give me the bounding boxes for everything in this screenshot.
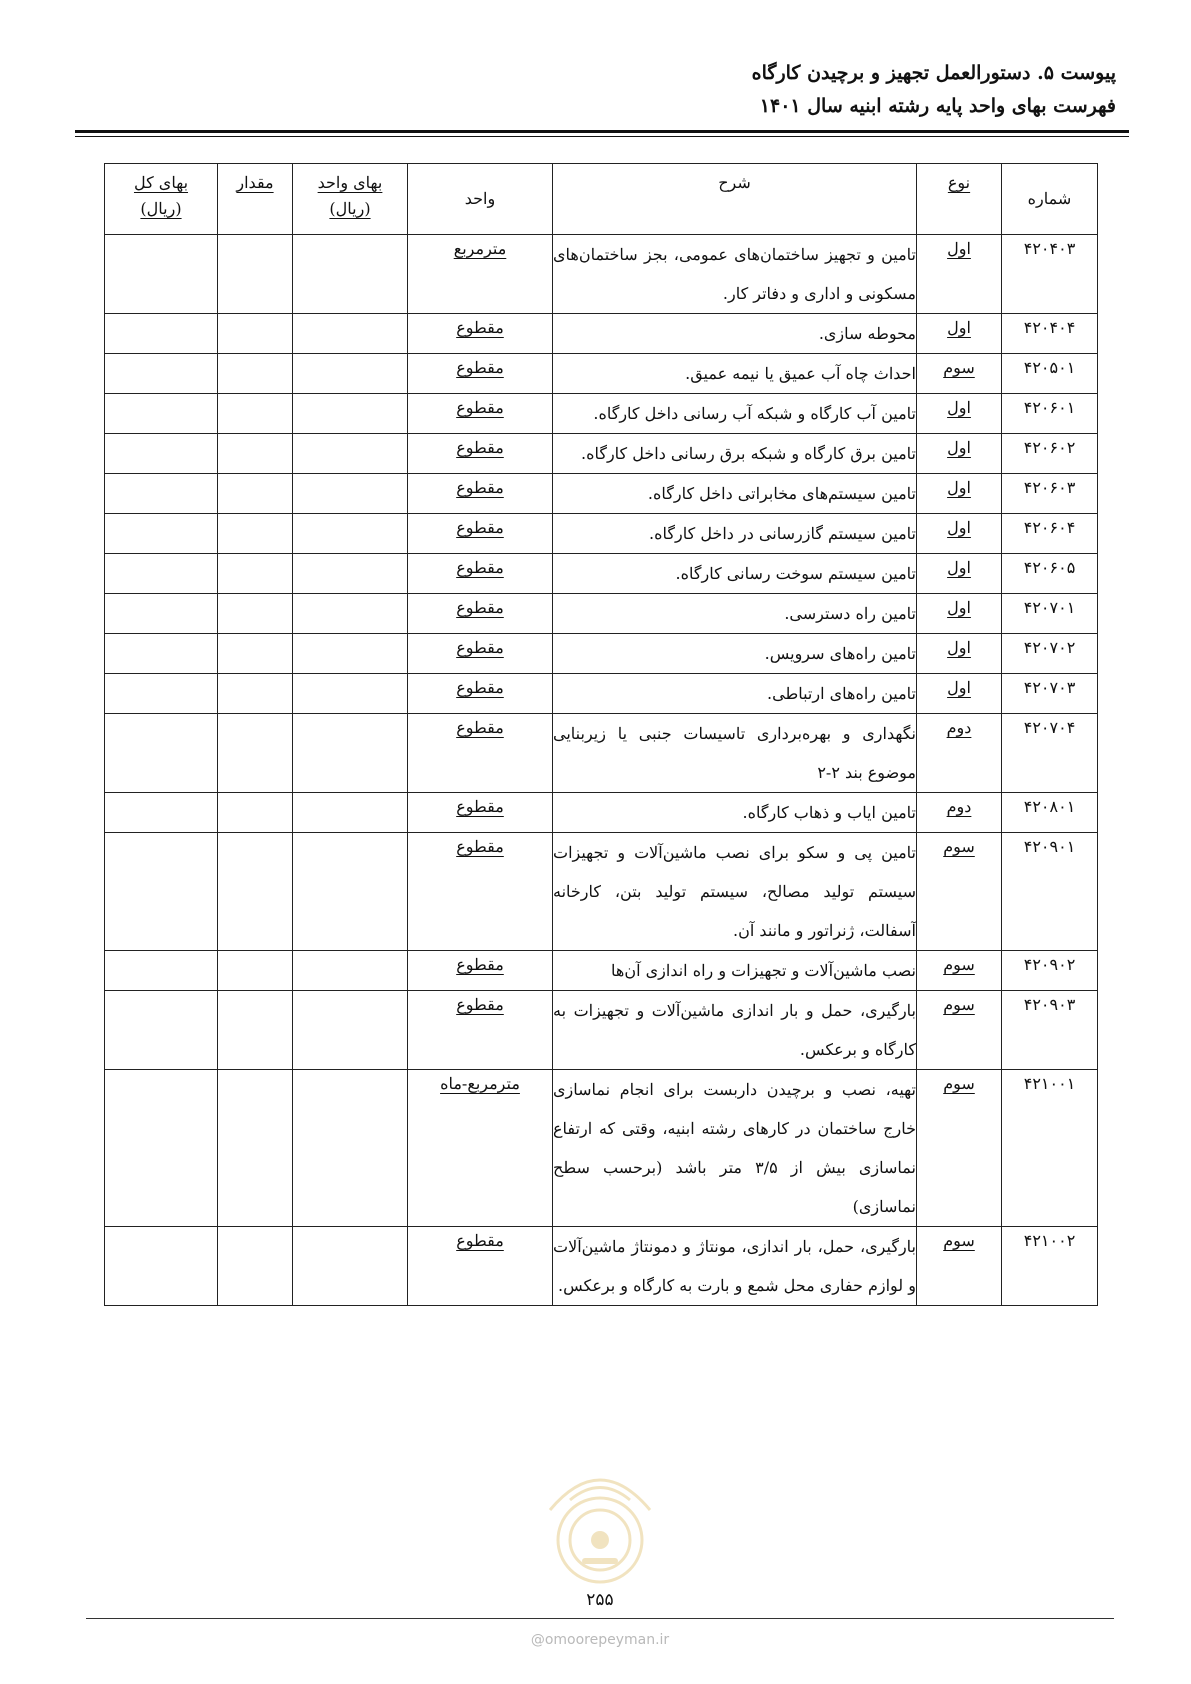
row-type: [917, 833, 1002, 951]
row-number-text: ۴۲۰۸۰۱: [1023, 797, 1076, 816]
row-quantity: [218, 991, 293, 1070]
row-type-text: اول: [947, 478, 971, 497]
row-unit-text: مقطوع: [456, 678, 504, 697]
row-unit-price: [293, 1070, 408, 1227]
row-description: [553, 514, 917, 554]
row-type: [917, 434, 1002, 474]
header-rule-thin: [75, 136, 1129, 137]
row-description-text: محوطه سازی.: [818, 324, 916, 343]
row-number: [1002, 594, 1098, 634]
table-row: [105, 434, 1098, 474]
row-unit-price: [293, 314, 408, 354]
row-unit-text: مقطوع: [456, 398, 504, 417]
col-header-type: نوع: [917, 164, 1002, 235]
row-unit-price: [293, 394, 408, 434]
row-description: [553, 1070, 917, 1227]
table-row: [105, 554, 1098, 594]
row-description-text: بارگیری، حمل و بار اندازی ماشین‌آلات و تجهیزات به کارگاه و برعکس.: [553, 1001, 916, 1059]
row-type-text: اول: [947, 598, 971, 617]
row-type: [917, 951, 1002, 991]
table-row: [105, 514, 1098, 554]
row-unit: [408, 314, 553, 354]
row-unit-text: مترمربع-ماه: [440, 1074, 520, 1093]
row-total-price: [105, 991, 218, 1070]
row-description: [553, 1227, 917, 1306]
row-type: [917, 394, 1002, 434]
row-description: [553, 674, 917, 714]
row-type-text: اول: [947, 518, 971, 537]
table-row: [105, 314, 1098, 354]
row-unit-price: [293, 1227, 408, 1306]
row-unit: [408, 594, 553, 634]
row-unit: [408, 474, 553, 514]
row-type-text: اول: [947, 438, 971, 457]
row-total-price: [105, 554, 218, 594]
row-type: [917, 554, 1002, 594]
table-row: [105, 394, 1098, 434]
row-total-price: [105, 793, 218, 833]
row-type: [917, 235, 1002, 314]
table-row: [105, 991, 1098, 1070]
row-quantity: [218, 714, 293, 793]
row-unit: [408, 674, 553, 714]
row-description-text: تامین برق کارگاه و شبکه برق رسانی داخل کارگاه.: [580, 444, 916, 463]
row-type-text: دوم: [946, 718, 972, 737]
table-row: [105, 354, 1098, 394]
row-total-price: [105, 634, 218, 674]
row-total-price: [105, 474, 218, 514]
row-description: [553, 474, 917, 514]
row-unit: [408, 634, 553, 674]
row-number-text: ۴۲۰۵۰۱: [1023, 358, 1076, 377]
row-type: [917, 793, 1002, 833]
row-quantity: [218, 951, 293, 991]
page-number: ۲۵۵: [586, 1590, 614, 1610]
row-unit-price: [293, 514, 408, 554]
watermark-logo-icon: [520, 1440, 680, 1600]
row-description-text: تامین و تجهیز ساختمان‌های عمومی، بجز ساختمان‌های مسکونی و اداری و دفاتر کار.: [553, 245, 916, 303]
row-number-text: ۴۲۰۶۰۵: [1023, 558, 1076, 577]
row-type: [917, 674, 1002, 714]
row-quantity: [218, 235, 293, 314]
row-number-text: ۴۲۰۶۰۴: [1023, 518, 1076, 537]
row-number-text: ۴۲۱۰۰۲: [1023, 1231, 1076, 1250]
row-type: [917, 594, 1002, 634]
row-description-text: تامین آب کارگاه و شبکه آب رسانی داخل کارگاه.: [593, 404, 916, 423]
row-total-price: [105, 514, 218, 554]
col-header-unit: واحد: [408, 164, 553, 235]
row-description-text: تامین سیستم گازرسانی در داخل کارگاه.: [649, 524, 916, 543]
header-pricelist-title: فهرست بهای واحد پایه رشته ابنیه سال ۱۴۰۱: [759, 95, 1116, 117]
row-number: [1002, 474, 1098, 514]
row-unit-price: [293, 434, 408, 474]
row-number: [1002, 354, 1098, 394]
row-total-price: [105, 833, 218, 951]
col-header-number: شماره: [1002, 164, 1098, 235]
row-unit-price: [293, 354, 408, 394]
row-quantity: [218, 354, 293, 394]
col-header-quantity: مقدار: [218, 164, 293, 235]
row-type-text: اول: [947, 398, 971, 417]
row-description-text: تامین راه دسترسی.: [784, 604, 916, 623]
row-description: [553, 714, 917, 793]
row-number-text: ۴۲۰۹۰۲: [1023, 955, 1076, 974]
row-description-text: تامین سیستم‌های مخابراتی داخل کارگاه.: [647, 484, 916, 503]
row-unit: [408, 434, 553, 474]
row-unit-text: مقطوع: [456, 558, 504, 577]
row-unit: [408, 394, 553, 434]
row-number: [1002, 1070, 1098, 1227]
row-description: [553, 793, 917, 833]
row-quantity: [218, 833, 293, 951]
row-type: [917, 714, 1002, 793]
row-description: [553, 434, 917, 474]
row-total-price: [105, 714, 218, 793]
row-unit-text: مترمربع: [453, 239, 507, 258]
row-type-text: سوم: [943, 1231, 975, 1250]
table-row: [105, 594, 1098, 634]
row-unit: [408, 235, 553, 314]
row-type-text: دوم: [946, 797, 972, 816]
row-unit-price: [293, 951, 408, 991]
row-description-text: احداث چاه آب عمیق یا نیمه عمیق.: [685, 364, 916, 383]
row-unit: [408, 793, 553, 833]
row-total-price: [105, 314, 218, 354]
row-unit-price: [293, 991, 408, 1070]
footer-rule: [86, 1618, 1114, 1619]
document-header: [752, 58, 1116, 121]
row-unit-price: [293, 554, 408, 594]
row-quantity: [218, 1227, 293, 1306]
row-type: [917, 354, 1002, 394]
row-unit-text: مقطوع: [456, 837, 504, 856]
row-unit: [408, 833, 553, 951]
row-description: [553, 314, 917, 354]
col-header-total-price: بهای کل (ریال): [105, 164, 218, 235]
row-number-text: ۴۲۰۹۰۱: [1023, 837, 1076, 856]
row-number: [1002, 793, 1098, 833]
table-row: [105, 1070, 1098, 1227]
row-type: [917, 991, 1002, 1070]
row-unit-text: مقطوع: [456, 955, 504, 974]
row-unit: [408, 991, 553, 1070]
row-description: [553, 634, 917, 674]
row-quantity: [218, 514, 293, 554]
row-number-text: ۴۲۰۷۰۲: [1023, 638, 1076, 657]
row-total-price: [105, 674, 218, 714]
row-description: [553, 554, 917, 594]
row-unit-price: [293, 833, 408, 951]
row-unit: [408, 714, 553, 793]
row-type-text: سوم: [943, 837, 975, 856]
row-description-text: نصب ماشین‌آلات و تجهیزات و راه اندازی آن‌ها: [611, 961, 916, 980]
row-type: [917, 514, 1002, 554]
row-quantity: [218, 474, 293, 514]
row-total-price: [105, 594, 218, 634]
row-number-text: ۴۲۰۶۰۳: [1023, 478, 1076, 497]
row-description-text: تامین راه‌های سرویس.: [764, 644, 916, 663]
table-row: [105, 793, 1098, 833]
row-unit-text: مقطوع: [456, 797, 504, 816]
row-number: [1002, 235, 1098, 314]
row-quantity: [218, 434, 293, 474]
row-unit-text: مقطوع: [456, 518, 504, 537]
row-total-price: [105, 1227, 218, 1306]
row-total-price: [105, 951, 218, 991]
row-number: [1002, 951, 1098, 991]
row-total-price: [105, 354, 218, 394]
row-unit-text: مقطوع: [456, 718, 504, 737]
row-number: [1002, 714, 1098, 793]
row-unit: [408, 1227, 553, 1306]
row-number: [1002, 1227, 1098, 1306]
price-table: [104, 163, 1098, 1306]
row-number-text: ۴۲۰۷۰۴: [1023, 718, 1076, 737]
row-number-text: ۴۲۰۶۰۲: [1023, 438, 1076, 457]
row-number: [1002, 991, 1098, 1070]
row-type-text: اول: [947, 318, 971, 337]
row-description: [553, 951, 917, 991]
table-row: [105, 674, 1098, 714]
row-total-price: [105, 394, 218, 434]
row-type-text: سوم: [943, 358, 975, 377]
row-quantity: [218, 594, 293, 634]
row-description: [553, 833, 917, 951]
row-number: [1002, 833, 1098, 951]
row-number-text: ۴۲۱۰۰۱: [1023, 1074, 1076, 1093]
row-quantity: [218, 1070, 293, 1227]
table-row: [105, 235, 1098, 314]
row-unit-text: مقطوع: [456, 358, 504, 377]
row-number-text: ۴۲۰۴۰۳: [1023, 239, 1076, 258]
row-unit: [408, 554, 553, 594]
row-description-text: بارگیری، حمل، بار اندازی، مونتاژ و دمونتاژ ماشین‌آلات و لوازم حفاری محل شمع و بارت به کارگاه و برعکس.: [553, 1237, 916, 1295]
row-quantity: [218, 793, 293, 833]
row-description-text: تامین ایاب و ذهاب کارگاه.: [742, 803, 916, 822]
row-type-text: اول: [947, 558, 971, 577]
row-number: [1002, 514, 1098, 554]
table-row: [105, 714, 1098, 793]
row-description-text: نگهداری و بهره‌برداری تاسیسات جنبی یا زیربنایی موضوع بند ۲-۲: [553, 724, 916, 782]
row-description: [553, 594, 917, 634]
header-rule-thick: [75, 130, 1129, 133]
row-unit-price: [293, 714, 408, 793]
table-row: [105, 1227, 1098, 1306]
row-description: [553, 991, 917, 1070]
row-unit-price: [293, 674, 408, 714]
row-unit-price: [293, 793, 408, 833]
row-total-price: [105, 1070, 218, 1227]
row-description: [553, 354, 917, 394]
row-number-text: ۴۲۰۴۰۴: [1023, 318, 1076, 337]
row-number-text: ۴۲۰۷۰۳: [1023, 678, 1076, 697]
row-number-text: ۴۲۰۷۰۱: [1023, 598, 1076, 617]
row-number: [1002, 394, 1098, 434]
row-unit: [408, 951, 553, 991]
table-header-row: [105, 164, 1098, 235]
table-row: [105, 634, 1098, 674]
row-quantity: [218, 554, 293, 594]
row-description-text: تامین راه‌های ارتباطی.: [767, 684, 916, 703]
row-unit: [408, 1070, 553, 1227]
row-type: [917, 1227, 1002, 1306]
row-description-text: تامین سیستم سوخت رسانی کارگاه.: [675, 564, 916, 583]
row-unit-text: مقطوع: [456, 318, 504, 337]
row-quantity: [218, 634, 293, 674]
row-quantity: [218, 314, 293, 354]
row-unit-text: مقطوع: [456, 995, 504, 1014]
row-type-text: سوم: [943, 1074, 975, 1093]
row-type-text: اول: [947, 239, 971, 258]
row-unit-text: مقطوع: [456, 1231, 504, 1250]
row-unit-price: [293, 594, 408, 634]
row-description-text: تهیه، نصب و برچیدن داربست برای انجام نماسازی خارج ساختمان در کارهای رشته ابنیه، وقتی که ارتفاع نماسازی بیش از ۳/۵ متر باشد (برحسب سطح نماسازی): [553, 1080, 917, 1216]
row-number: [1002, 634, 1098, 674]
row-type: [917, 1070, 1002, 1227]
row-type: [917, 474, 1002, 514]
row-unit-price: [293, 474, 408, 514]
website-watermark: @omoorepeyman.ir: [530, 1632, 670, 1648]
row-number-text: ۴۲۰۹۰۳: [1023, 995, 1076, 1014]
table-row: [105, 833, 1098, 951]
col-header-unit-price: بهای واحد (ریال): [293, 164, 408, 235]
header-appendix-title: پیوست ۵. دستورالعمل تجهیز و برچیدن کارگاه: [751, 62, 1116, 84]
row-type-text: اول: [947, 638, 971, 657]
row-type-text: اول: [947, 678, 971, 697]
row-quantity: [218, 674, 293, 714]
table-row: [105, 951, 1098, 991]
row-total-price: [105, 434, 218, 474]
row-unit-text: مقطوع: [456, 478, 504, 497]
row-description: [553, 235, 917, 314]
row-number: [1002, 554, 1098, 594]
row-unit-text: مقطوع: [456, 638, 504, 657]
row-unit: [408, 514, 553, 554]
row-unit-text: مقطوع: [456, 598, 504, 617]
row-unit-price: [293, 235, 408, 314]
row-type: [917, 314, 1002, 354]
row-unit: [408, 354, 553, 394]
row-type-text: سوم: [943, 995, 975, 1014]
row-unit-text: مقطوع: [456, 438, 504, 457]
row-type-text: سوم: [943, 955, 975, 974]
row-number: [1002, 314, 1098, 354]
row-unit-price: [293, 634, 408, 674]
row-type: [917, 634, 1002, 674]
row-quantity: [218, 394, 293, 434]
row-number: [1002, 434, 1098, 474]
row-number: [1002, 674, 1098, 714]
row-number-text: ۴۲۰۶۰۱: [1023, 398, 1076, 417]
row-description: [553, 394, 917, 434]
col-header-description: شرح: [553, 164, 917, 235]
table-row: [105, 474, 1098, 514]
row-description-text: تامین پی و سکو برای نصب ماشین‌آلات و تجهیزات سیستم تولید مصالح، سیستم تولید بتن، کارخانه آسفالت، ژنراتور و مانند آن.: [553, 843, 916, 940]
row-total-price: [105, 235, 218, 314]
